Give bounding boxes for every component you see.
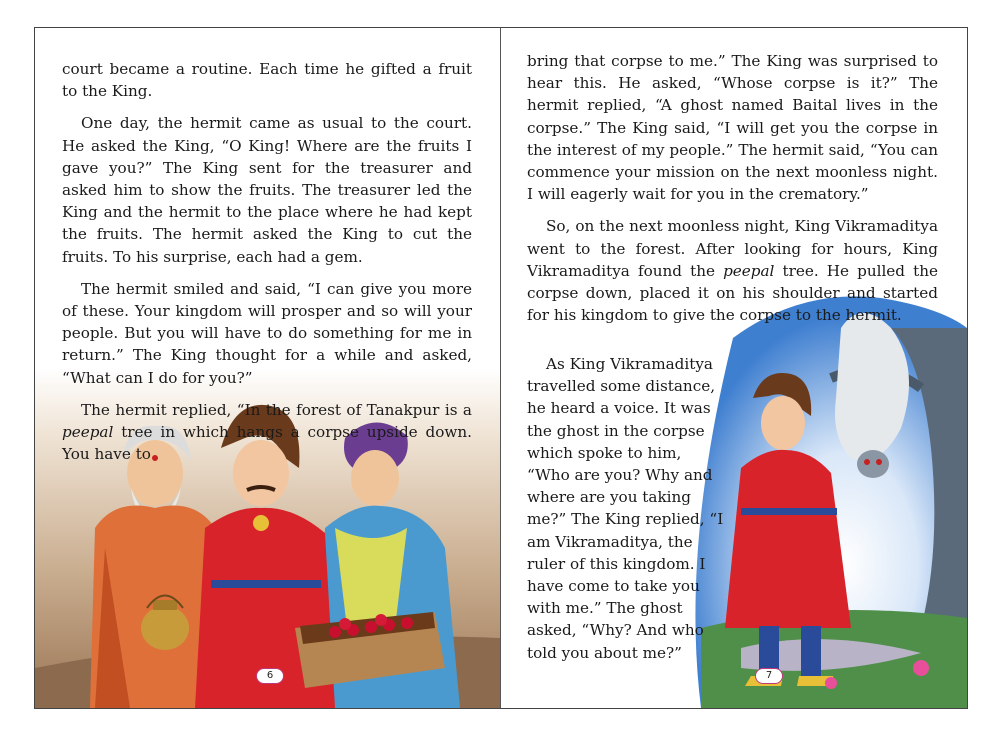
right-page-text-top <box>527 50 938 336</box>
right-p2-before: So, on the next moonless night, King Vikramaditya went to the forest. After looking for hours, King Vikramaditya found the <box>527 217 938 280</box>
left-p4-after: tree in which hangs a corpse upside down. You have to <box>62 423 472 464</box>
left-page-text <box>62 58 472 475</box>
page-number-right: 7 <box>755 668 783 684</box>
right-p2-after: tree. He pulled the corpse down, placed it on his shoulder and started for his kingdom to give the corpse to the hermit. <box>527 261 938 325</box>
left-paragraph-4 <box>62 399 472 466</box>
page-number-left: 6 <box>256 668 284 684</box>
right-page <box>501 28 967 708</box>
right-paragraph-2 <box>527 215 938 326</box>
left-paragraph-3: The hermit smiled and said, “I can give you more of these. Your kingdom will prosper and so will your people. But you will have to do something for me in return.” The King thought for a while and asked, “What can I do for you?” <box>62 279 472 387</box>
right-paragraph-1: bring that corpse to me.” The King was surprised to hear this. He asked, “Whose corpse is it?” The hermit replied, “A ghost named Baital lives in the corpse.” The King said, “I will get you the corpse in the interest of my people.” The hermit said, “You can commence your mission on the next moonless night. I will eagerly wait for you in the crematory.” <box>527 52 938 204</box>
right-paragraph-3: As King Vikramaditya travelled some distance, he heard a voice. It was the ghost in the corpse which spoke to him, “Who are you? Why and where are you taking me?” The King replied, “I am Vikramaditya, the ruler of this kingdom. I have come to take you with me.” The ghost asked, “Why? And who told you about me?” <box>527 355 724 662</box>
right-p2-italic: peepal <box>723 261 775 280</box>
left-paragraph-1: court became a routine. Each time he gifted a fruit to the King. <box>62 60 472 101</box>
book-spread <box>34 27 968 709</box>
left-page <box>35 28 500 708</box>
right-page-text-column <box>527 353 728 674</box>
left-p4-italic: peepal <box>62 423 114 442</box>
left-p4-before: The hermit replied, “In the forest of Tanakpur is a <box>81 400 472 419</box>
left-paragraph-2: One day, the hermit came as usual to the court. He asked the King, “O King! Where are the fruits I gave you?” The King sent for the treasurer and asked him to show the fruits. The treasurer led the King and the hermit to the place where he had kept the fruits. The hermit asked the King to cut the fruits. To his surprise, each had a gem. <box>62 114 472 266</box>
